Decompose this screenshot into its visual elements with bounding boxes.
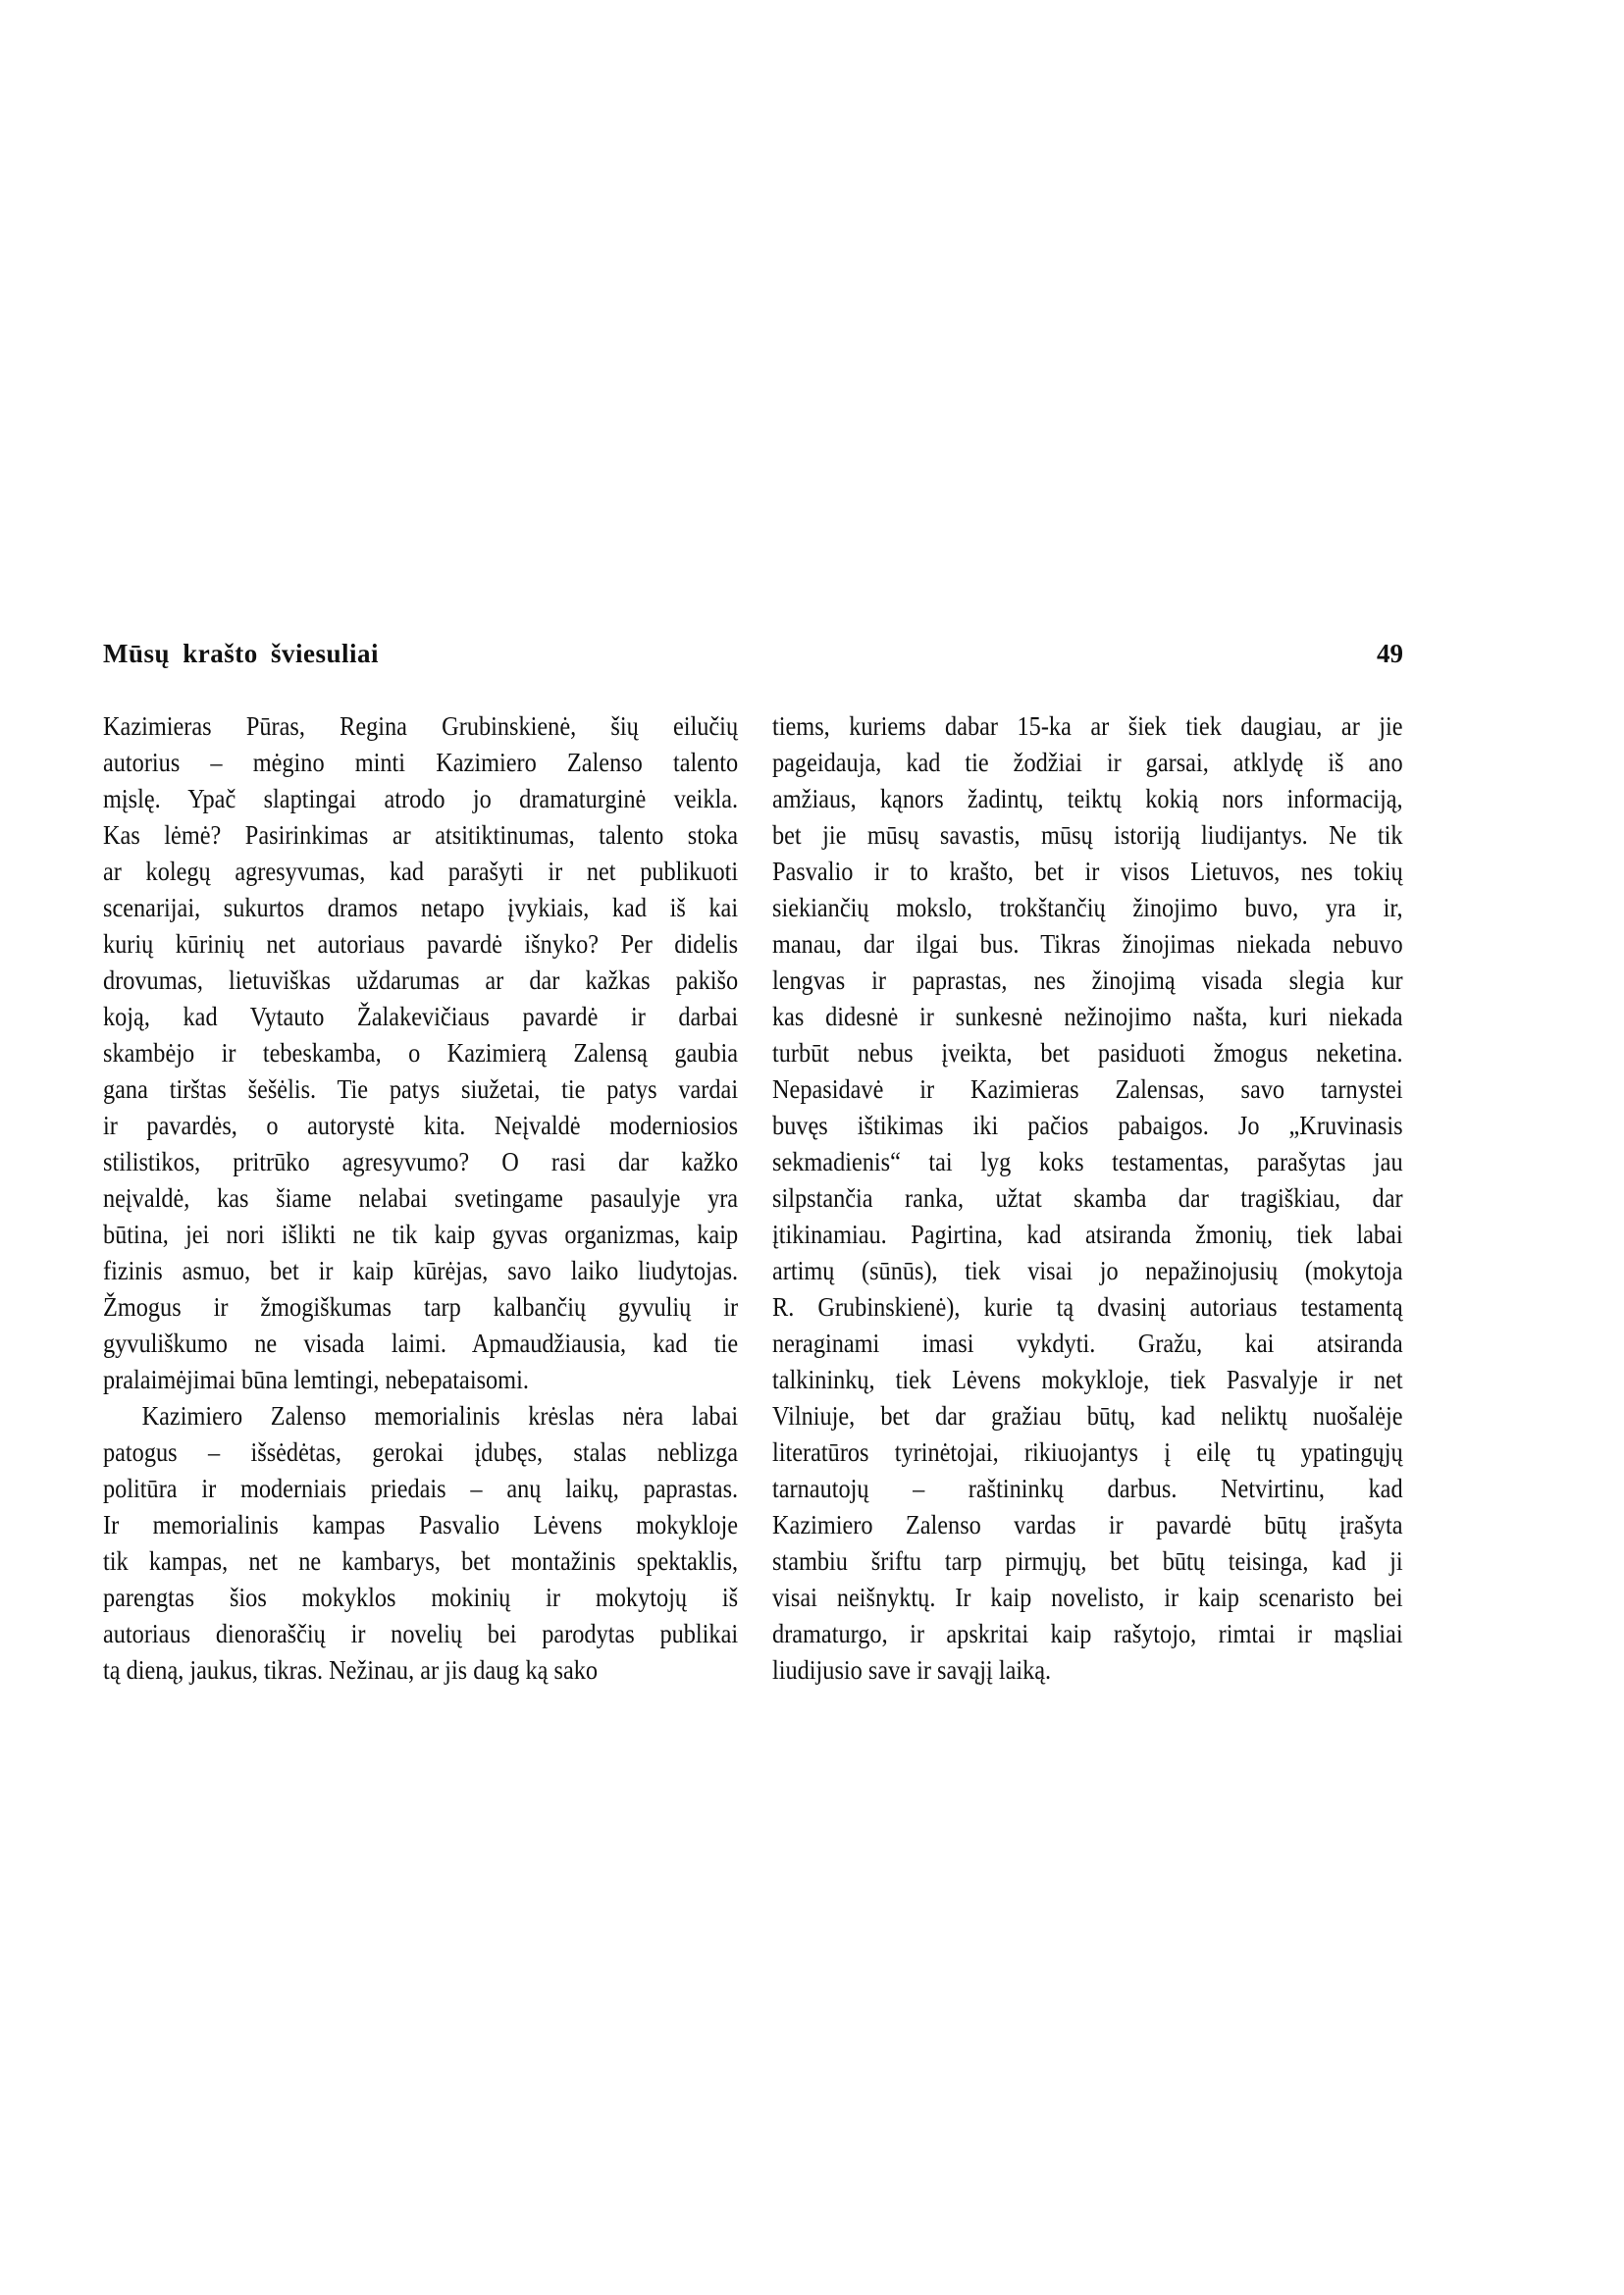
text-line: skambėjo ir tebeskamba, o Kazimierą Zalensą gaubia (103, 1038, 739, 1068)
text-line: scenarijai, sukurtos dramos netapo įvykiais, kad iš kai (103, 893, 739, 922)
text-line: autorius – mėgino minti Kazimiero Zalenso talento (103, 748, 739, 777)
text-line: tiems, kuriems dabar 15-ka ar šiek tiek daugiau, ar jie (772, 711, 1403, 741)
text-line: būtina, jei nori išlikti ne tik kaip gyvas organizmas, kaip (103, 1220, 739, 1249)
text-line: Vilniuje, bet dar gražiau būtų, kad neliktų nuošalėje (772, 1401, 1403, 1431)
text-line: silpstančia ranka, užtat skamba dar tragiškiau, dar (772, 1183, 1403, 1213)
text-line: talkininkų, tiek Lėvens mokykloje, tiek Pasvalyje ir net (772, 1365, 1403, 1394)
text-line: gana tirštas šešėlis. Tie patys siužetai, tie patys vardai (103, 1074, 739, 1104)
text-line: turbūt nebus įveikta, bet pasiduoti žmogus neketina. (772, 1038, 1403, 1068)
text-line: Nepasidavė ir Kazimieras Zalensas, savo tarnystei (772, 1074, 1403, 1104)
running-header (103, 634, 1403, 673)
text-line: mįslę. Ypač slaptingai atrodo jo dramaturginė veikla. (103, 784, 739, 813)
text-line: Kazimiero Zalenso memorialinis krėslas nėra labai (141, 1401, 739, 1431)
text-line: visai neišnyktų. Ir kaip novelisto, ir kaip scenaristo bei (772, 1583, 1403, 1612)
text-line: liudijusio save ir savąjį laiką. (772, 1655, 1052, 1685)
text-line: koją, kad Vytauto Žalakevičiaus pavardė ir darbai (103, 1002, 739, 1031)
text-line: buvęs ištikimas iki pačios pabaigos. Jo „Kruvinasis (772, 1111, 1403, 1140)
paragraph (103, 1398, 738, 1689)
text-line: kurių kūrinių net autoriaus pavardė išnyko? Per didelis (103, 929, 739, 959)
text-line: Kazimiero Zalenso vardas ir pavardė būtų įrašyta (772, 1510, 1403, 1539)
text-line: Žmogus ir žmogiškumas tarp kalbančių gyvulių ir (103, 1292, 739, 1322)
text-line: ar kolegų agresyvumas, kad parašyti ir net publikuoti (103, 857, 739, 886)
text-line: politūra ir moderniais priedais – anų laikų, paprastas. (103, 1474, 739, 1503)
text-line: Ir memorialinis kampas Pasvalio Lėvens mokykloje (103, 1510, 739, 1539)
text-line: bet jie mūsų savastis, mūsų istoriją liudijantys. Ne tik (772, 820, 1403, 850)
text-line: sekmadienis“ tai lyg koks testamentas, parašytas jau (772, 1147, 1403, 1176)
text-line: literatūros tyrinėtojai, rikiuojantys į eilę tų ypatingųjų (772, 1437, 1403, 1467)
text-line: tarnautojų – raštininkų darbus. Netvirtinu, kad (772, 1474, 1403, 1503)
text-line: dramaturgo, ir apskritai kaip rašytojo, rimtai ir mąsliai (772, 1619, 1403, 1648)
text-line: R. Grubinskienė), kurie tą dvasinį autoriaus testamentą (772, 1292, 1403, 1322)
text-line: tik kampas, net ne kambarys, bet montažinis spektaklis, (103, 1546, 739, 1576)
text-line: pageidauja, kad tie žodžiai ir garsai, atklydę iš ano (772, 748, 1403, 777)
text-line: patogus – išsėdėtas, gerokai įdubęs, stalas neblizga (103, 1437, 739, 1467)
text-line: lengvas ir paprastas, nes žinojimą visada slegia kur (772, 965, 1403, 995)
text-line: gyvuliškumo ne visada laimi. Apmaudžiausia, kad tie (103, 1329, 739, 1358)
text-line: amžiaus, kąnors žadintų, teiktų kokią nors informaciją, (772, 784, 1403, 813)
text-line: artimų (sūnūs), tiek visai jo nepažinojusių (mokytoja (772, 1256, 1403, 1285)
text-line: Kas lėmė? Pasirinkimas ar atsitiktinumas, talento stoka (103, 820, 739, 850)
page-number: 49 (1377, 639, 1403, 668)
text-line: stambiu šriftu tarp pirmųjų, bet būtų teisinga, kad ji (772, 1546, 1403, 1576)
text-line: kas didesnė ir sunkesnė nežinojimo našta, kuri niekada (772, 1002, 1403, 1031)
text-line: Pasvalio ir to krašto, bet ir visos Lietuvos, nes tokių (772, 857, 1403, 886)
running-title: Mūsų krašto šviesuliai (103, 639, 380, 668)
text-line: autoriaus dienoraščių ir novelių bei parodytas publikai (103, 1619, 739, 1648)
text-line: pralaimėjimai būna lemtingi, nebepataisomi. (103, 1365, 529, 1394)
text-line: siekiančių mokslo, trokštančių žinojimo buvo, yra ir, (772, 893, 1403, 922)
text-line: tą dieną, jaukus, tikras. Nežinau, ar jis daug ką sako (103, 1655, 599, 1685)
text-line: įtikinamiau. Pagirtina, kad atsiranda žmonių, tiek labai (772, 1220, 1403, 1249)
text-line: Kazimieras Pūras, Regina Grubinskienė, šių eilučių (103, 711, 739, 741)
left-text-column (103, 708, 738, 1689)
text-line: ir pavardės, o autorystė kita. Neįvaldė moderniosios (103, 1111, 739, 1140)
text-line: manau, dar ilgai bus. Tikras žinojimas niekada nebuvo (772, 929, 1403, 959)
right-text-column (772, 708, 1403, 1689)
text-line: neraginami imasi vykdyti. Gražu, kai atsiranda (772, 1329, 1403, 1358)
text-line: parengtas šios mokyklos mokinių ir mokytojų iš (103, 1583, 739, 1612)
paragraph (103, 708, 738, 1398)
text-line: fizinis asmuo, bet ir kaip kūrėjas, savo laiko liudytojas. (103, 1256, 739, 1285)
text-line: drovumas, lietuviškas uždarumas ar dar kažkas pakišo (103, 965, 739, 995)
text-line: stilistikos, pritrūko agresyvumo? O rasi dar kažko (103, 1147, 739, 1176)
text-line: neįvaldė, kas šiame nelabai svetingame pasaulyje yra (103, 1183, 739, 1213)
